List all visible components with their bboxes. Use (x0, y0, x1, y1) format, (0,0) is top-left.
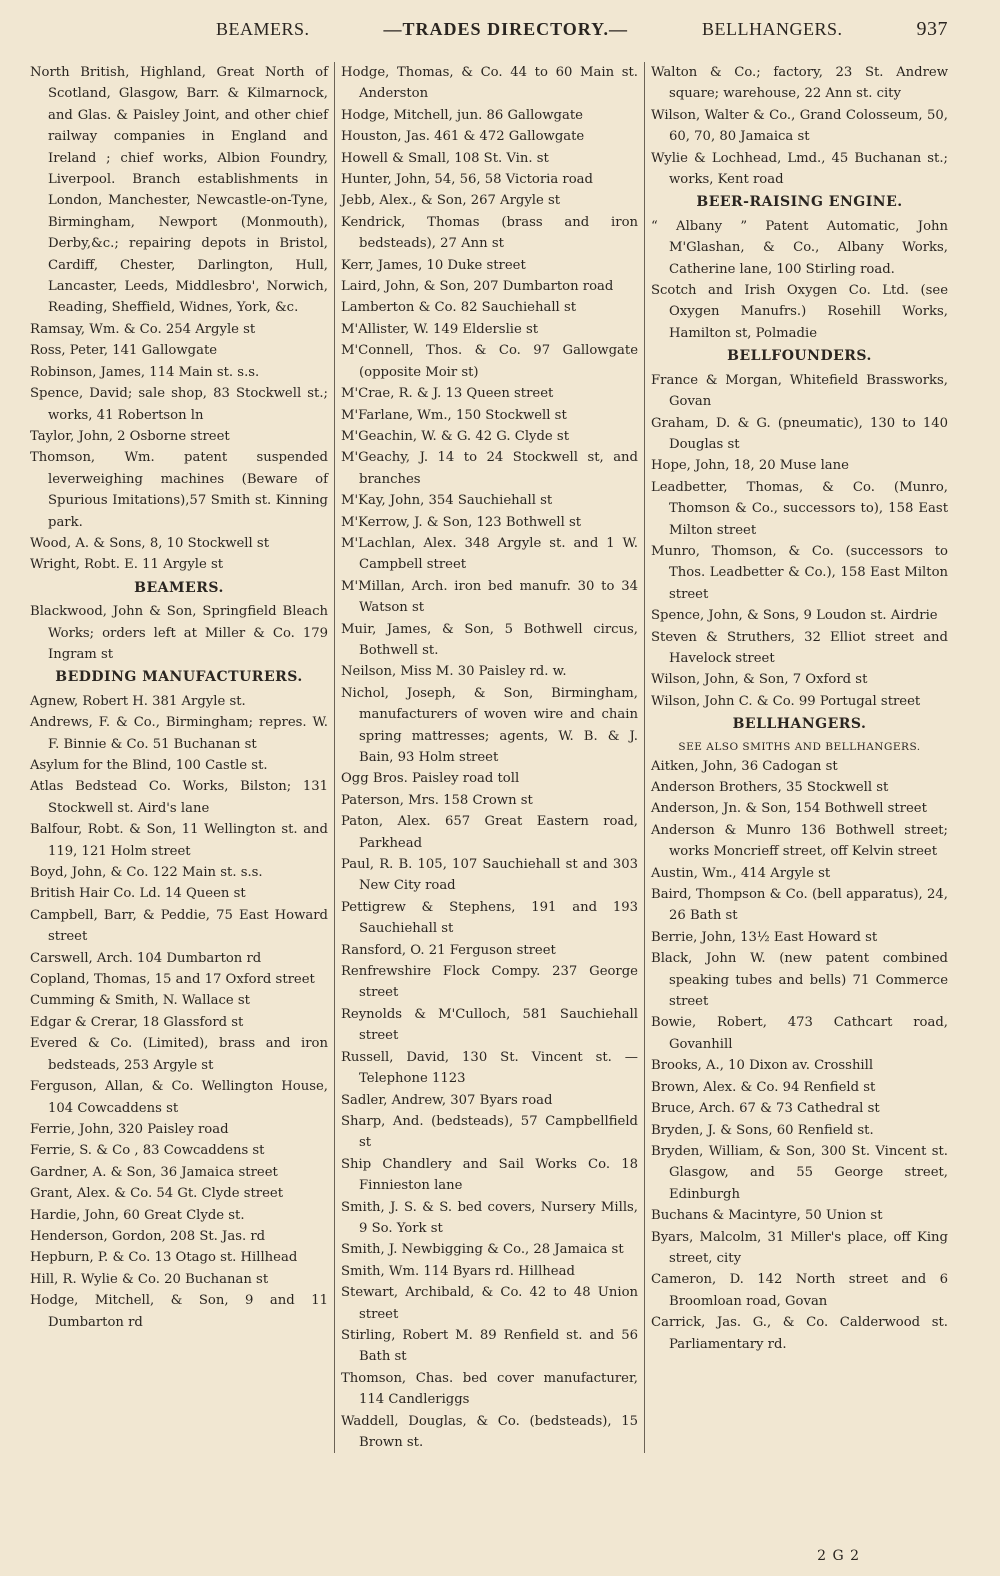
directory-entry: Campbell, Barr, & Peddie, 75 East Howard street (30, 907, 328, 945)
columns (24, 62, 954, 1453)
directory-entry: Bryden, J. & Sons, 60 Renfield st. (651, 1122, 874, 1138)
directory-entry: Carswell, Arch. 104 Dumbarton rd (30, 950, 262, 966)
directory-entry: Hepburn, P. & Co. 13 Otago st. Hillhead (30, 1250, 298, 1266)
directory-entry: “ Albany ” Patent Automatic, John M'Glashan, & Co., Albany Works, Catherine lane, 100 Stirling road. (651, 218, 948, 277)
directory-entry: Russell, David, 130 St. Vincent st. —Telephone 1123 (341, 1049, 638, 1087)
directory-entry: Laird, John, & Son, 207 Dumbarton road (341, 279, 614, 295)
directory-entry: Anderson & Munro 136 Bothwell street; works Moncrieff street, off Kelvin street (651, 822, 948, 860)
directory-entry: Wright, Robt. E. 11 Argyle st (30, 557, 224, 573)
directory-entry: Ferguson, Allan, & Co. Wellington House, 104 Cowcaddens st (30, 1079, 328, 1116)
section-heading: BELLHANGERS. (732, 716, 867, 733)
directory-entry: Byars, Malcolm, 31 Miller's place, off King street, city (651, 1229, 948, 1266)
directory-entry: Taylor, John, 2 Osborne street (30, 428, 230, 444)
directory-entry: Black, John W. (new patent combined speaking tubes and bells) 71 Commerce street (651, 951, 948, 1010)
directory-entry: Paul, R. B. 105, 107 Sauchiehall st and 303 New City road (341, 857, 638, 894)
directory-entry: Edgar & Crerar, 18 Glassford st (30, 1014, 244, 1030)
section-heading: BEAMERS. (134, 579, 224, 596)
directory-entry: M'Geachy, J. 14 to 24 Stockwell st, and branches (341, 450, 638, 487)
directory-entry: Hunter, John, 54, 56, 58 Victoria road (341, 172, 593, 188)
directory-entry: Wilson, John C. & Co. 99 Portugal street (651, 693, 921, 709)
directory-entry: Walton & Co.; factory, 23 St. Andrew square; warehouse, 22 Ann st. city (651, 65, 948, 102)
directory-entry: Pettigrew & Stephens, 191 and 193 Sauchiehall st (341, 899, 638, 937)
page-number: 937 (916, 18, 948, 40)
directory-entry: Sadler, Andrew, 307 Byars road (341, 1092, 553, 1108)
directory-entry: Agnew, Robert H. 381 Argyle st. (30, 693, 246, 709)
directory-entry: Scotch and Irish Oxygen Co. Ltd. (see Oxygen Manufrs.) Rosehill Works, Hamilton st, Polmadie (651, 283, 948, 341)
directory-entry: Anderson Brothers, 35 Stockwell st (651, 780, 889, 795)
directory-entry: British Hair Co. Ld. 14 Queen st (30, 886, 246, 902)
directory-entry: M'Connell, Thos. & Co. 97 Gallowgate (opposite Moir st) (341, 343, 638, 380)
directory-entry: M'Farlane, Wm., 150 Stockwell st (341, 407, 567, 423)
directory-entry: Ship Chandlery and Sail Works Co. 18 Finnieston lane (341, 1156, 638, 1194)
directory-entry: Muir, James, & Son, 5 Bothwell circus, Bothwell st. (341, 621, 638, 658)
directory-entry: Andrews, F. & Co., Birmingham; repres. W. F. Binnie & Co. 51 Buchanan st (30, 715, 328, 752)
directory-entry: Wilson, Walter & Co., Grand Colosseum, 50, 60, 70, 80 Jamaica st (651, 107, 948, 145)
directory-entry: Spence, John, & Sons, 9 Loudon st. Airdrie (651, 608, 938, 624)
directory-entry: Reynolds & M'Culloch, 581 Sauchiehall street (341, 1006, 638, 1044)
section-subheading: SEE ALSO SMITHS AND BELLHANGERS. (678, 740, 921, 753)
directory-entry: Stewart, Archibald, & Co. 42 to 48 Union street (341, 1285, 638, 1322)
directory-entry: Neilson, Miss M. 30 Paisley rd. w. (341, 664, 567, 680)
directory-entry: Buchans & Macintyre, 50 Union st (651, 1208, 883, 1224)
directory-entry: Ogg Bros. Paisley road toll (341, 771, 520, 787)
column-2 (334, 62, 644, 1453)
directory-entry: Hope, John, 18, 20 Muse lane (651, 458, 849, 474)
directory-entry: Paterson, Mrs. 158 Crown st (341, 792, 533, 808)
section-heading: BEER-RAISING ENGINE. (696, 194, 903, 211)
directory-entry: Hill, R. Wylie & Co. 20 Buchanan st (30, 1271, 269, 1287)
running-head (0, 18, 1000, 46)
directory-entry: Brooks, A., 10 Dixon av. Crosshill (651, 1058, 874, 1074)
directory-entry: Atlas Bedstead Co. Works, Bilston; 131 Stockwell st. Aird's lane (30, 779, 328, 816)
directory-entry: Brown, Alex. & Co. 94 Renfield st (651, 1079, 876, 1095)
directory-entry: Sharp, And. (bedsteads), 57 Campbellfield st (341, 1113, 638, 1151)
directory-entry: Boyd, John, & Co. 122 Main st. s.s. (30, 865, 263, 881)
directory-entry: France & Morgan, Whitefield Brassworks, Govan (651, 372, 948, 410)
directory-entry: Balfour, Robt. & Son, 11 Wellington st. and 119, 121 Holm street (30, 822, 328, 859)
directory-entry: Ransford, O. 21 Ferguson street (341, 942, 556, 958)
directory-entry: Smith, Wm. 114 Byars rd. Hillhead (341, 1263, 575, 1279)
directory-entry: Hardie, John, 60 Great Clyde st. (30, 1207, 245, 1223)
directory-entry: Wylie & Lochhead, Lmd., 45 Buchanan st.; works, Kent road (651, 150, 948, 188)
directory-entry: Asylum for the Blind, 100 Castle st. (30, 758, 268, 773)
signature-mark: 2 G 2 (817, 1548, 860, 1564)
directory-entry: Smith, J. S. & S. bed covers, Nursery Mills, 9 So. York st (341, 1199, 638, 1236)
directory-entry: Robinson, James, 114 Main st. s.s. (30, 364, 260, 380)
directory-entry: Bryden, William, & Son, 300 St. Vincent st. Glasgow, and 55 George street, Edinburgh (651, 1143, 948, 1202)
directory-entry: Berrie, John, 13½ East Howard st (651, 929, 878, 945)
directory-entry: Evered & Co. (Limited), brass and iron bedsteads, 253 Argyle st (30, 1036, 328, 1073)
directory-entry: M'Geachin, W. & G. 42 G. Clyde st (341, 428, 569, 444)
directory-entry: Grant, Alex. & Co. 54 Gt. Clyde street (30, 1186, 284, 1202)
directory-entry: M'Kay, John, 354 Sauchiehall st (341, 493, 553, 509)
directory-entry: Munro, Thomson, & Co. (successors to Thos. Leadbetter & Co.), 158 East Milton street (651, 543, 948, 602)
directory-entry: M'Allister, W. 149 Elderslie st (341, 321, 539, 337)
directory-entry: Steven & Struthers, 32 Elliot street and Havelock street (651, 629, 948, 666)
directory-entry: Wilson, John, & Son, 7 Oxford st (651, 672, 868, 688)
directory-entry: Howell & Small, 108 St. Vin. st (341, 150, 549, 166)
directory-entry: M'Crae, R. & J. 13 Queen street (341, 386, 554, 402)
section-heading: BELLFOUNDERS. (727, 348, 872, 365)
directory-entry: Jebb, Alex., & Son, 267 Argyle st (341, 193, 561, 209)
directory-entry: Kendrick, Thomas (brass and iron bedsteads), 27 Ann st (341, 214, 638, 252)
directory-entry: Paton, Alex. 657 Great Eastern road, Parkhead (341, 814, 638, 851)
directory-entry: Lamberton & Co. 82 Sauchiehall st (341, 300, 577, 316)
directory-entry: Renfrewshire Flock Compy. 237 George street (341, 964, 638, 1001)
column-1 (24, 62, 334, 1453)
directory-entry: Henderson, Gordon, 208 St. Jas. rd (30, 1228, 266, 1244)
directory-entry: Nichol, Joseph, & Son, Birmingham, manufacturers of woven wire and chain spring mattresses; agents, W. B. & J. Bain, 93 Holm street (341, 685, 638, 765)
directory-entry: Gardner, A. & Son, 36 Jamaica street (30, 1164, 278, 1180)
directory-entry: Bowie, Robert, 473 Cathcart road, Govanhill (651, 1015, 948, 1052)
directory-entry: Hodge, Mitchell, & Son, 9 and 11 Dumbarton rd (30, 1293, 328, 1330)
directory-entry: North British, Highland, Great North of Scotland, Glasgow, Barr. & Kilmarnock, and Glas. & Paisley Joint, and other chief railway companies in England and Ireland ; chief works, Albion Foundry, Liverpool. Branch establishments in London, Manchester, Newcastle-on-Tyne, Birmingham, Newport (Monmouth), Derby,&c.; repairing depots in Bristol, Cardiff, Chester, Darlington, Hull, Lancaster, Leeds, Middlesbro', Norwich, Reading, Sheffield, Widnes, York, &c. (30, 65, 328, 316)
directory-entry: Bruce, Arch. 67 & 73 Cathedral st (651, 1101, 880, 1117)
directory-entry: Graham, D. & G. (pneumatic), 130 to 140 Douglas st (651, 415, 948, 452)
directory-entry: Spence, David; sale shop, 83 Stockwell st.; works, 41 Robertson ln (30, 386, 328, 423)
directory-entry: Ferrie, S. & Co , 83 Cowcaddens st (30, 1143, 265, 1159)
directory-entry: Blackwood, John & Son, Springfield Bleach Works; orders left at Miller & Co. 179 Ingram st (30, 604, 328, 662)
directory-entry: M'Kerrow, J. & Son, 123 Bothwell st (341, 514, 582, 530)
directory-entry: M'Millan, Arch. iron bed manufr. 30 to 34 Watson st (341, 578, 638, 616)
directory-entry: Aitken, John, 36 Cadogan st (651, 758, 838, 774)
directory-entry: Austin, Wm., 414 Argyle st (651, 865, 831, 881)
directory-entry: Houston, Jas. 461 & 472 Gallowgate (341, 129, 585, 145)
directory-entry: Hodge, Thomas, & Co. 44 to 60 Main st. Anderston (341, 65, 638, 102)
column-3 (644, 62, 954, 1453)
directory-entry: Stirling, Robert M. 89 Renfield st. and 56 Bath st (341, 1327, 638, 1365)
directory-entry: Thomson, Wm. patent suspended leverweighing machines (Beware of Spurious Imitations),57 Smith st. Kinning park. (30, 450, 328, 530)
directory-entry: Waddell, Douglas, & Co. (bedsteads), 15 Brown st. (341, 1413, 638, 1450)
running-head-title: —TRADES DIRECTORY.— (383, 19, 628, 39)
running-head-right: BELLHANGERS. (701, 19, 843, 39)
directory-entry: Anderson, Jn. & Son, 154 Bothwell street (651, 801, 927, 817)
directory-entry: Hodge, Mitchell, jun. 86 Gallowgate (341, 107, 583, 123)
directory-entry: Ross, Peter, 141 Gallowgate (30, 343, 218, 359)
directory-entry: Wood, A. & Sons, 8, 10 Stockwell st (30, 535, 270, 551)
directory-entry: Leadbetter, Thomas, & Co. (Munro, Thomson & Co., successors to), 158 East Milton street (651, 479, 948, 538)
directory-entry: M'Lachlan, Alex. 348 Argyle st. and 1 W. Campbell street (341, 535, 638, 573)
directory-entry: Ferrie, John, 320 Paisley road (30, 1121, 229, 1137)
running-head-left: BEAMERS. (216, 19, 310, 39)
directory-entry: Carrick, Jas. G., & Co. Calderwood st. Parliamentary rd. (651, 1315, 948, 1352)
directory-entry: Kerr, James, 10 Duke street (341, 257, 526, 273)
section-heading: BEDDING MANUFACTURERS. (55, 669, 303, 686)
directory-entry: Thomson, Chas. bed cover manufacturer, 114 Candleriggs (341, 1370, 638, 1408)
directory-entry: Copland, Thomas, 15 and 17 Oxford street (30, 972, 315, 988)
directory-entry: Ramsay, Wm. & Co. 254 Argyle st (30, 321, 256, 337)
directory-entry: Smith, J. Newbigging & Co., 28 Jamaica st (341, 1242, 624, 1258)
directory-entry: Cameron, D. 142 North street and 6 Broomloan road, Govan (651, 1272, 948, 1309)
directory-entry: Baird, Thompson & Co. (bell apparatus), 24, 26 Bath st (651, 887, 948, 924)
directory-entry: Cumming & Smith, N. Wallace st (30, 993, 250, 1009)
